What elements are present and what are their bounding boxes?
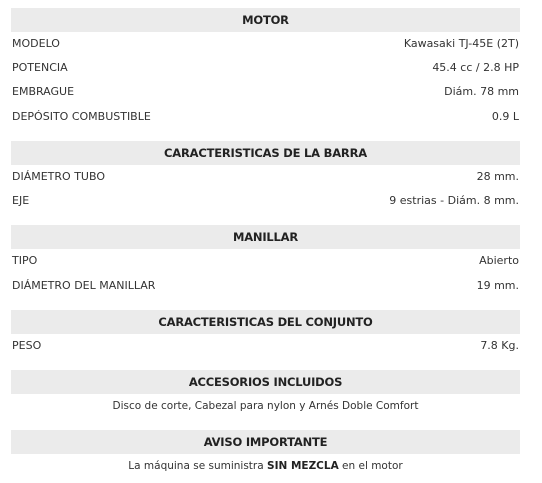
spec-row-peso [11, 336, 520, 356]
section-header-manillar: MANILLAR [11, 225, 520, 249]
spec-value: 7.8 Kg. [480, 339, 519, 352]
notice-text-strong: SIN MEZCLA [267, 460, 339, 472]
spec-row-embrague [11, 82, 520, 102]
spec-label: POTENCIA [12, 61, 68, 74]
spec-value: 0.9 L [491, 110, 519, 123]
spec-row-eje [11, 191, 520, 211]
spec-row-deposito-combustible [11, 107, 520, 127]
spec-value: 19 mm. [476, 279, 519, 292]
spec-row-modelo [11, 34, 520, 54]
spec-value: 9 estrias - Diám. 8 mm. [389, 194, 519, 207]
spec-label: TIPO [12, 254, 38, 267]
spec-label: PESO [12, 339, 42, 352]
section-header-aviso: AVISO IMPORTANTE [11, 430, 520, 454]
spec-value: Abierto [479, 254, 519, 267]
spec-row-potencia [11, 58, 520, 78]
spec-label: DIÁMETRO TUBO [12, 170, 105, 183]
section-header-motor: MOTOR [11, 8, 520, 32]
accessories-note: Disco de corte, Cabezal para nylon y Arnés Doble Comfort [112, 400, 419, 412]
spec-label: MODELO [12, 37, 60, 50]
section-header-conjunto: CARACTERISTICAS DEL CONJUNTO [11, 310, 520, 334]
notice-note [11, 456, 520, 476]
spec-label: EMBRAGUE [12, 85, 75, 98]
spec-value: 28 mm. [476, 170, 519, 183]
spec-label: DEPÓSITO COMBUSTIBLE [12, 110, 151, 123]
spec-row-diametro-manillar [11, 276, 520, 296]
spec-value: Kawasaki TJ-45E (2T) [403, 37, 519, 50]
spec-row-diametro-tubo [11, 167, 520, 187]
spec-label: DIÁMETRO DEL MANILLAR [12, 279, 156, 292]
notice-text-before: La máquina se suministra [128, 460, 268, 472]
spec-value: 45.4 cc / 2.8 HP [432, 61, 519, 74]
notice-text-after: en el motor [338, 460, 403, 472]
spec-row-tipo [11, 251, 520, 271]
section-header-barra: CARACTERISTICAS DE LA BARRA [11, 141, 520, 165]
spec-label: EJE [12, 194, 30, 207]
spec-value: Diám. 78 mm [444, 85, 519, 98]
section-header-accesorios: ACCESORIOS INCLUIDOS [11, 370, 520, 394]
